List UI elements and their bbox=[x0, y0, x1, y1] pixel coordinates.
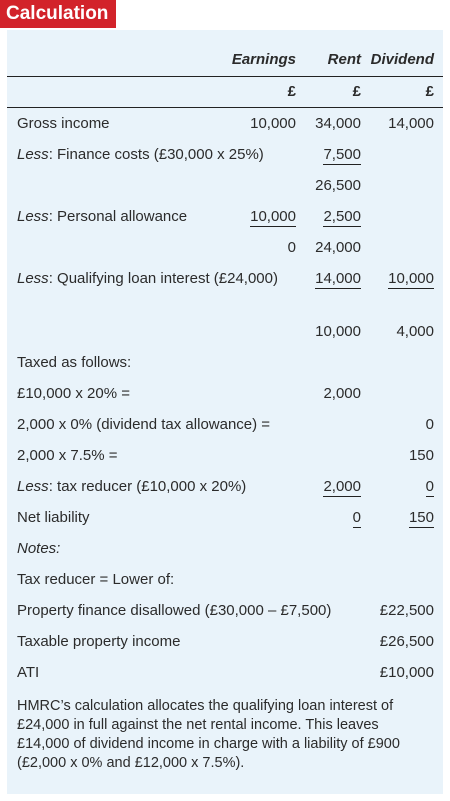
earnings-value: 10,000 bbox=[250, 115, 296, 132]
dividend-value: 0 bbox=[425, 416, 434, 433]
earnings-currency: £ bbox=[287, 83, 296, 100]
row-label: Less: Personal allowance bbox=[17, 208, 188, 225]
finance-costs-row bbox=[7, 146, 443, 170]
dividend-value: £22,500 bbox=[379, 602, 434, 619]
rent-value: 2,500 bbox=[323, 208, 361, 225]
row-label: Less: Qualifying loan interest (£24,000) bbox=[17, 270, 278, 287]
dividend-value: £26,500 bbox=[379, 633, 434, 650]
gross-income-row bbox=[7, 115, 443, 139]
lower-of-row bbox=[7, 571, 443, 595]
property-finance-disallowed-row bbox=[7, 602, 443, 626]
tax-20-row bbox=[7, 385, 443, 409]
tax-7-5-row bbox=[7, 447, 443, 471]
row-label: Gross income bbox=[17, 115, 110, 132]
dividend-header: Dividend bbox=[370, 51, 434, 68]
tax-reducer-row bbox=[7, 478, 443, 502]
earnings-header: Earnings bbox=[231, 51, 296, 68]
calculation-title: Calculation bbox=[0, 0, 116, 28]
earnings-value: 10,000 bbox=[250, 208, 296, 225]
tax-0-row bbox=[7, 416, 443, 440]
row-label: Taxable property income bbox=[17, 633, 181, 650]
explanation-paragraph: HMRC’s calculation allocates the qualifying loan interest of £24,000 in full against the net rental income. This leaves £14,000 of dividend income in charge with a liability of £900 (£2,000 x 0% and £12,000 x 7.5%). bbox=[17, 698, 400, 771]
rent-value: 26,500 bbox=[315, 177, 361, 194]
rent-value: 2,000 bbox=[323, 478, 361, 495]
dividend-value: 14,000 bbox=[388, 115, 434, 132]
rent-value: 14,000 bbox=[315, 270, 361, 287]
dividend-value: 4,000 bbox=[396, 323, 434, 340]
taxed-as-follows-row bbox=[7, 354, 443, 378]
column-header-row bbox=[7, 45, 443, 73]
row-label: Net liability bbox=[17, 509, 90, 526]
rent-value: 10,000 bbox=[315, 323, 361, 340]
dividend-value: 10,000 bbox=[388, 270, 434, 287]
dividend-value: £10,000 bbox=[379, 664, 434, 681]
rent-currency: £ bbox=[352, 83, 361, 100]
currency-row bbox=[7, 76, 443, 108]
calculation-panel bbox=[7, 30, 443, 794]
personal-allowance-row bbox=[7, 208, 443, 232]
row-label: £10,000 x 20% = bbox=[17, 385, 131, 402]
dividend-value: 150 bbox=[408, 509, 434, 526]
row-label: Less: Finance costs (£30,000 x 25%) bbox=[17, 146, 264, 163]
row-label: 2,000 x 7.5% = bbox=[17, 447, 118, 464]
row-label: ATI bbox=[17, 664, 40, 681]
dividend-value: 0 bbox=[425, 478, 434, 495]
qualifying-loan-interest-row bbox=[7, 270, 443, 294]
notes-row bbox=[7, 540, 443, 564]
dividend-value: 150 bbox=[408, 447, 434, 464]
rent-value: 34,000 bbox=[315, 115, 361, 132]
dividend-currency: £ bbox=[425, 83, 434, 100]
taxable-property-income-row bbox=[7, 633, 443, 657]
rent-value: 24,000 bbox=[315, 239, 361, 256]
row-label: 2,000 x 0% (dividend tax allowance) = bbox=[17, 416, 271, 433]
subtotal-row bbox=[7, 323, 443, 347]
row-label: Tax reducer = Lower of: bbox=[17, 571, 175, 588]
net-liability-row bbox=[7, 509, 443, 533]
ati-row bbox=[7, 664, 443, 688]
row-label: Less: tax reducer (£10,000 x 20%) bbox=[17, 478, 247, 495]
rent-value: 0 bbox=[352, 509, 361, 526]
row-label: Property finance disallowed (£30,000 – £7,500) bbox=[17, 602, 332, 619]
earnings-value: 0 bbox=[287, 239, 296, 256]
rent-value: 7,500 bbox=[323, 146, 361, 163]
row-label: Notes: bbox=[17, 540, 61, 557]
row-label: Taxed as follows: bbox=[17, 354, 132, 371]
rent-header: Rent bbox=[327, 51, 361, 68]
subtotal-row bbox=[7, 177, 443, 201]
rent-value: 2,000 bbox=[323, 385, 361, 402]
subtotal-row bbox=[7, 239, 443, 263]
